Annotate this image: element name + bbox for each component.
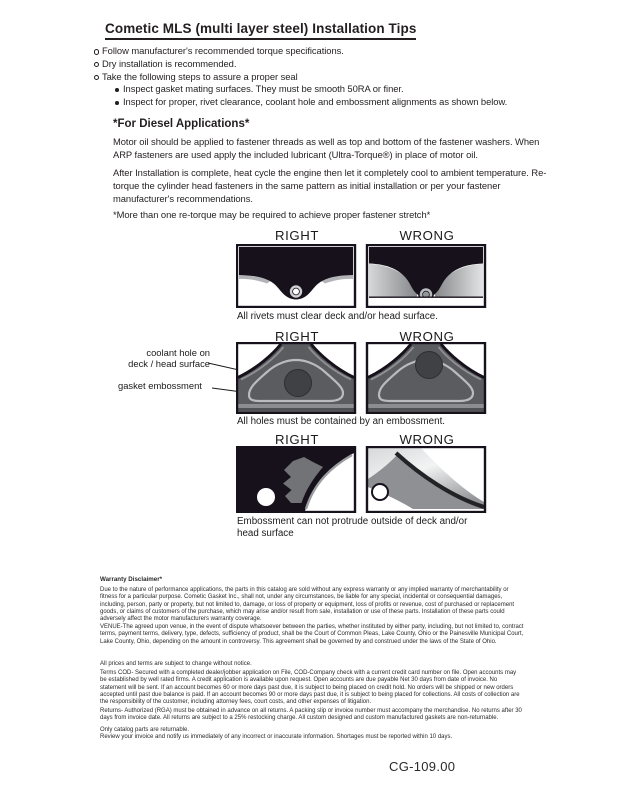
review-line: Review your invoice and notify us immediately of any incorrect or inaccurate information. Shortages must be reported within 10 days. (100, 734, 453, 740)
gasket-embossment-callout: gasket embossment (118, 380, 202, 391)
diesel-section-heading: *For Diesel Applications* (113, 118, 250, 130)
rivet-clearance-diagram (236, 244, 488, 308)
holes-caption: All holes must be contained by an embossment. (237, 416, 446, 427)
rivet-wrong-panel (367, 245, 485, 307)
warranty-heading: Warranty Disclaimer* (100, 576, 163, 583)
diesel-paragraph-1: Motor oil should be applied to fastener threads as well as top and bottom of the fastener washers. When ARP fasteners are used apply the included lubricant (Ultra-Torque®) in place of motor oil. (113, 136, 540, 160)
coolant-hole-callout: coolant hole on deck / head surface (128, 347, 210, 369)
installation-tips-list (93, 45, 541, 109)
embossment-caption: Embossment can not protrude outside of deck and/or head surface (237, 516, 468, 539)
returns-paragraph: Returns- Authorized (RGA) must be obtained in advance on all returns. A packing slip or invoice number must accompany the merchandise. No returns after 30 days from invoice date. All returns are subject to a 25% restocking charge. All custom designed and custom manufactured gaskets are non-returnable. (100, 708, 522, 722)
venue-paragraph: VENUE-The agreed upon venue, in the event of dispute whatsoever between the parties, whether instituted by either party, including, but not limited to, contract terms, payment terms, delivery, type, defects, sufficiency of product, shall be the Court of Common Pleas, Lake County, Ohio or the Painesville Municipal Court, Lake County, Ohio, depending on the amount in controversy. This agreement shall be governed by and construed under the laws of the State of Ohio. (100, 624, 524, 645)
returnable-line: Only catalog parts are returnable. (100, 727, 190, 733)
warranty-paragraph: Due to the nature of performance applications, the parts in this catalog are sold without any express warranty or any implied warranty of merchantability or fitness for a particular purpose. Cometic Gasket Inc., shall not, under any circumstances, be liable for any special, incidental or consequential damages, including, person, party or property, but not limited to, damage, or loss of property or equipment, loss of profits or revenue, cost of purchased or replacement goods, or claims of customers of the purchase, which may arise and/or result from sale, installation or use of these parts. Installation of these parts could adversely affect the motor manufacturers warranty coverage. (100, 587, 515, 623)
page-title: Cometic MLS (multi layer steel) Installation Tips (105, 21, 416, 40)
wrong-label: WRONG (399, 329, 455, 344)
rivet-caption: All rivets must clear deck and/or head surface. (237, 311, 438, 322)
tip-item: Take the following steps to assure a proper seal (93, 71, 541, 84)
tip-item: Follow manufacturer's recommended torque specifications. (93, 45, 541, 58)
hole-embossment-diagram (236, 342, 488, 414)
terms-paragraph: Terms COD- Secured with a completed dealer/jobber application on File, COD-Company check with a current credit card number on file. Open accounts may be established by well rated firms. A credit application is available upon request. Open accounts are due payable Net 30 days from date of invoice. No statement will be sent. If an account becomes 60 or more days past due, it is subject to being placed on credit hold. No orders will be shipped or new orders accepted until past due balance is paid. If an account becomes 90 or more days past due, it is subject to being placed for collections. All costs of collection are the responsibility of the customer, including attorney fees, court costs, and other expenses of litigation. (100, 670, 520, 706)
tip-sub-item: Inspect for proper, rivet clearance, coolant hole and embossment alignments as shown below. (115, 96, 541, 109)
holes-wrong-panel (367, 343, 485, 413)
wrong-label: WRONG (399, 432, 455, 447)
tip-sub-item: Inspect gasket mating surfaces. They must be smooth 50RA or finer. (115, 83, 541, 96)
tip-item: Dry installation is recommended. (93, 58, 541, 71)
bolt-hole-icon (257, 488, 275, 506)
protrusion-right-panel (237, 447, 355, 512)
diesel-paragraph-2: After Installation is complete, heat cycle the engine then let it completely cool to ambient temperature. Re-torque the cylinder head fasteners in the same pattern as initial installation or per your fastener manufacturer's recommendations. (113, 167, 547, 204)
bolt-hole-icon (372, 484, 388, 500)
retorque-note: *More than one re-torque may be required to achieve proper fastener stretch* (113, 209, 431, 220)
right-label: RIGHT (274, 329, 320, 344)
page-code: CG-109.00 (389, 759, 456, 774)
right-label: RIGHT (274, 432, 320, 447)
embossment-protrusion-diagram (236, 446, 488, 513)
protrusion-wrong-panel (367, 447, 485, 512)
wrong-label: WRONG (399, 228, 455, 243)
right-label: RIGHT (274, 228, 320, 243)
holes-right-panel (237, 343, 355, 413)
prices-line: All prices and terms are subject to change without notice. (100, 661, 252, 667)
coolant-hole-icon (416, 352, 443, 379)
coolant-hole-icon (285, 370, 312, 397)
rivet-right-panel (237, 245, 355, 307)
